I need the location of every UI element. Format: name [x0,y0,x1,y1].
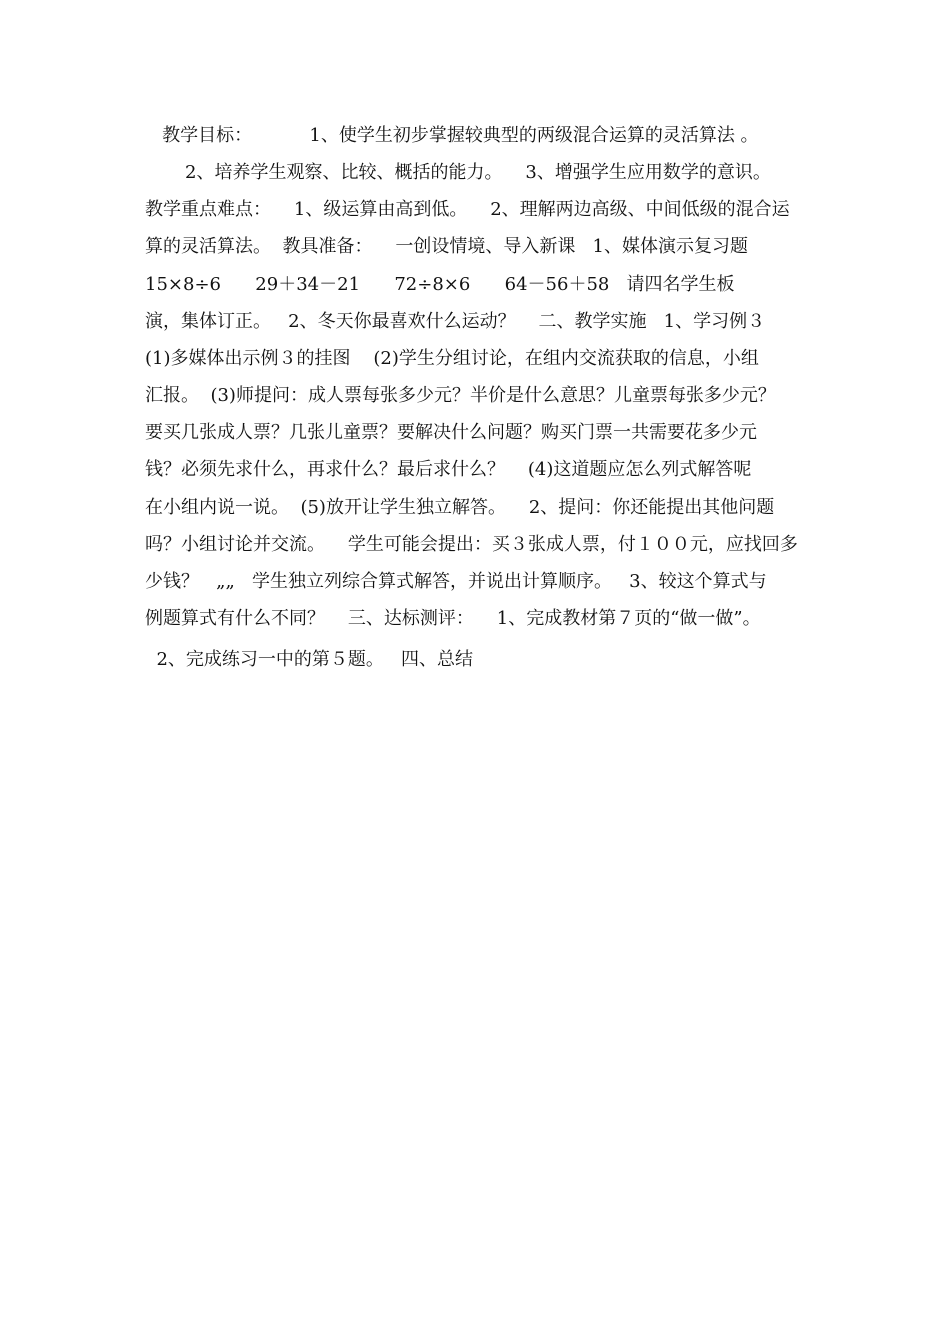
text-line: 2、培养学生观察、比较、概括的能力。 3、增强学生应用数学的意识。 [145,162,771,183]
text-line: 例题算式有什么不同？ 三、达标测评： 1、完成教材第７页的“做一做”。 [145,608,761,629]
text-line: 2、完成练习一中的第５题。 四、总结 [145,649,474,670]
text-line: 少钱？ „„ 学生独立列综合算式解答，并说出计算顺序。 3、较这个算式与 [145,571,767,592]
text-line: 要买几张成人票？几张儿童票？要解决什么问题？购买门票一共需要花多少元 [145,422,757,443]
text-line: 教学目标： 1、使学生初步掌握较典型的两级混合运算的灵活算法 。 [145,125,759,146]
text-line: 钱？必须先求什么，再求什么？最后求什么？ (4)这道题应怎么列式解答呢 [145,459,752,480]
text-line: 教学重点难点： 1、级运算由高到低。 2、理解两边高级、中间低级的混合运 [145,199,790,220]
text-line: (1)多媒体出示例３的挂图 (2)学生分组讨论，在组内交流获取的信息，小组 [145,348,759,369]
text-line: 汇报。 (3)师提问：成人票每张多少元？半价是什么意思？儿童票每张多少元？ [145,385,776,406]
text-line: 吗？小组讨论并交流。 学生可能会提出：买３张成人票，付１００元，应找回多 [145,534,798,555]
text-line: 算的灵活算法。 教具准备： 一创设情境、导入新课 1、媒体演示复习题 [145,236,748,257]
text-line: 15×8÷6 29＋34－21 72÷8×6 64－56＋58 请四名学生板 [145,274,735,295]
text-line: 演，集体订正。 2、冬天你最喜欢什么运动？ 二、教学实施 1、学习例３ [145,311,766,332]
text-line: 在小组内说一说。 (5)放开让学生独立解答。 2、提问：你还能提出其他问题 [145,497,775,518]
